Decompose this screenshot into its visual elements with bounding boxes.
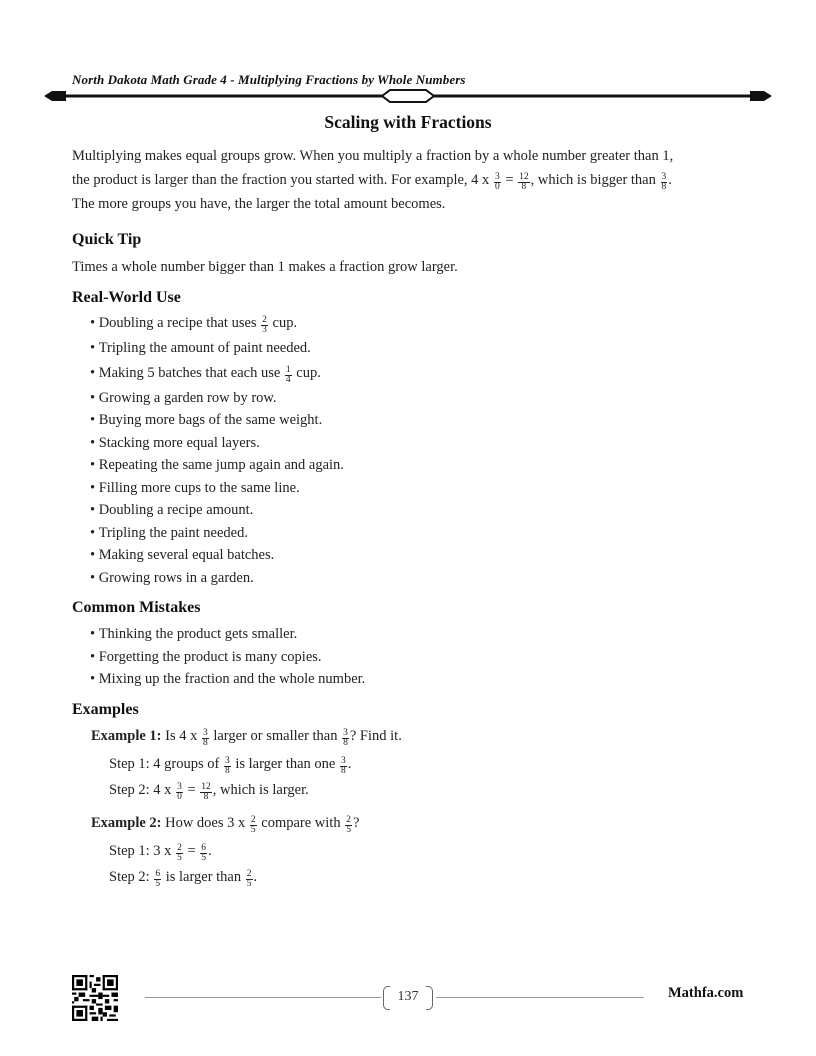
intro-line-2b: , which is bigger than xyxy=(530,172,660,188)
fraction: $\frac{6}{5}$ xyxy=(155,868,161,889)
example-1-label: Example 1: xyxy=(91,727,162,744)
fraction: $\frac{2}{5}$ xyxy=(246,868,252,889)
quick-tip-heading: Quick Tip xyxy=(72,231,142,249)
page-number-bracket-left xyxy=(383,986,390,1010)
fraction: $\frac{2}{3}$ xyxy=(262,315,267,336)
footer-rule-left xyxy=(145,997,381,998)
fraction: $\frac{3}{8}$ xyxy=(343,727,348,748)
page-title: Scaling with Fractions xyxy=(324,112,492,132)
intro-line-2a: the product is larger than the fraction you started with. For example, 4 x xyxy=(72,172,493,188)
list-item: • Doubling a recipe amount. xyxy=(90,499,752,522)
site-name: Mathfa.com xyxy=(668,985,744,1001)
example-1-step-1: Step 1: 4 groups of $\frac{3}{8}$ is larger than one $\frac{3}{8}$ . xyxy=(109,755,352,776)
list-item: • Tripling the amount of paint needed. xyxy=(90,337,752,360)
example-2-label: Example 2: xyxy=(91,814,162,831)
page-number xyxy=(383,986,433,1008)
fraction: $\frac{12}{8}$ xyxy=(201,781,211,802)
fraction: $\frac{1}{4}$ xyxy=(285,364,291,385)
quick-tip-text: Times a whole number bigger than 1 makes a fraction grow larger. xyxy=(72,259,458,276)
list-item: • Making 5 batches that each use $\frac{1}{4}$ cup. xyxy=(90,360,752,387)
fraction: $\frac{3}{0}$ xyxy=(177,781,182,802)
fraction: $\frac{3}{8}$ xyxy=(224,755,230,776)
examples-section xyxy=(72,701,752,890)
fraction: $\frac{3}{8}$ xyxy=(661,172,667,193)
footer-rule-right xyxy=(436,997,644,998)
example-2-step-1: Step 1: 3 x $\frac{2}{5}$ = $\frac{6}{5}$ . xyxy=(109,842,212,863)
fraction: $\frac{12}{8}$ xyxy=(519,172,529,193)
list-item: • Mixing up the fraction and the whole number. xyxy=(90,668,752,691)
list-item: • Buying more bags of the same weight. xyxy=(90,409,752,432)
fraction: $\frac{3}{8}$ xyxy=(202,727,208,748)
example-1-step-2: Step 2: 4 x $\frac{3}{0}$ = $\frac{12}{8}$ , which is larger. xyxy=(109,781,309,802)
common-mistakes-section xyxy=(72,599,752,691)
fraction: $\frac{2}{5}$ xyxy=(346,814,351,835)
main-content xyxy=(72,144,752,890)
list-item: • Forgetting the product is many copies. xyxy=(90,646,752,669)
list-item: • Tripling the paint needed. xyxy=(90,522,752,545)
intro-paragraph: Multiplying makes equal groups grow. When you multiply a fraction by a whole number greater than 1, the product is larger than the fraction you started with. For example, 4 x $\frac{3}{0}$ = $\frac{12}{8}$ , which is bigger than $\frac{3}{8}$ . The more groups you have, the larger the total amount becomes. xyxy=(72,148,674,213)
list-item: • Stacking more equal layers. xyxy=(90,432,752,455)
examples-heading: Examples xyxy=(72,700,139,718)
intro-line-3: The more groups you have, the larger the total amount becomes. xyxy=(72,196,446,213)
list-item: • Growing a garden row by row. xyxy=(90,387,752,410)
example-2-question: Example 2: How does 3 x $\frac{2}{5}$ compare with $\frac{2}{5}$ ? xyxy=(91,814,360,835)
list-item: • Filling more cups to the same line. xyxy=(90,477,752,500)
fraction: $\frac{2}{5}$ xyxy=(250,814,256,835)
page-number-bracket-right xyxy=(426,986,433,1010)
fraction: $\frac{6}{5}$ xyxy=(201,842,206,863)
intro-line-1: Multiplying makes equal groups grow. When you multiply a fraction by a whole number greater than 1, xyxy=(72,148,674,164)
page-number-text: 137 xyxy=(397,989,419,1004)
list-item: • Growing rows in a garden. xyxy=(90,567,752,590)
example-2-step-2: Step 2: $\frac{6}{5}$ is larger than $\frac{2}{5}$ . xyxy=(109,868,258,889)
fraction: $\frac{2}{5}$ xyxy=(177,842,182,863)
real-world-heading: Real-World Use xyxy=(72,289,181,307)
fraction: $\frac{3}{0}$ xyxy=(494,172,500,193)
real-world-section xyxy=(72,289,752,589)
common-mistakes-heading: Common Mistakes xyxy=(72,599,201,617)
example-1-question: Example 1: Is 4 x $\frac{3}{8}$ larger or smaller than $\frac{3}{8}$ ? Find it. xyxy=(91,727,402,748)
header-rule-ornament xyxy=(44,88,772,104)
list-item: • Repeating the same jump again and again. xyxy=(90,454,752,477)
list-item: • Thinking the product gets smaller. xyxy=(90,623,752,646)
running-header: North Dakota Math Grade 4 - Multiplying Fractions by Whole Numbers xyxy=(72,72,466,87)
qr-code-icon xyxy=(72,975,118,1021)
list-item: • Making several equal batches. xyxy=(90,544,752,567)
list-item: • Doubling a recipe that uses $\frac{2}{3}$ cup. xyxy=(90,310,752,337)
fraction: $\frac{3}{8}$ xyxy=(340,755,346,776)
real-world-list xyxy=(72,310,752,589)
quick-tip-section xyxy=(72,231,752,279)
common-mistakes-list xyxy=(72,623,752,691)
